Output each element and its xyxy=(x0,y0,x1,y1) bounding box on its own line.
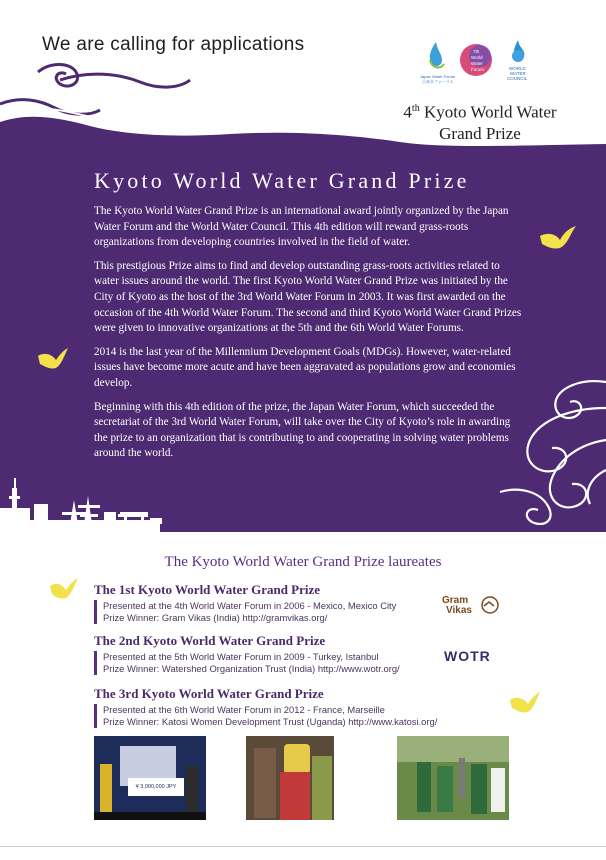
wotr-logo: WOTR xyxy=(444,648,491,664)
paragraph: Beginning with this 4th edition of the prize, the Japan Water Forum, which succeeded the secretariat of the 3rd World Water Forum, will take over the City of Kyoto’s role in awarding the prize to an organization that is contributing to and cooperating in solving water problems around the world. xyxy=(94,400,511,460)
jwf-logo-text-jp: 日本水フォーラム xyxy=(422,79,454,84)
svg-text:World: World xyxy=(471,55,483,60)
laureate-details: Presented at the 4th World Water Forum in 2006 - Mexico, Mexico City Prize Winner: Gram Vikas (India) http://gramvikas.org/ xyxy=(94,600,494,624)
paragraph: This prestigious Prize aims to find and develop outstanding grass-roots activities related to water issues around the world. The first Kyoto World Water Grand Prize was initiated by the City of Kyoto as the host of the 3rd World Water Forum in 2003. It was first awarded on the occasion of the 4th World Water Forum. The second and third Kyoto World Water Grand Prizes were given to innovative organizations at the 5th and the 6th World Water Forums. xyxy=(94,259,522,335)
svg-text:Forum: Forum xyxy=(471,67,485,72)
cheque: ¥ 3,000,000 JPY xyxy=(128,778,184,796)
laureate-heading: The 3rd Kyoto World Water Grand Prize xyxy=(94,686,324,701)
laureate-2 xyxy=(94,633,494,675)
world-water-council-logo xyxy=(512,40,524,62)
svg-text:7th: 7th xyxy=(473,49,480,54)
jwf-logo-text: Japan Water Forum xyxy=(420,74,456,79)
laureates-title: The Kyoto World Water Grand Prize laureates xyxy=(164,554,442,570)
laureate-heading: The 2nd Kyoto World Water Grand Prize xyxy=(94,633,326,648)
prize-edition-heading: 4th Kyoto World Water Grand Prize xyxy=(403,102,557,143)
calling-for-applications: We are calling for applications xyxy=(42,34,305,55)
japan-water-forum-logo xyxy=(430,42,444,67)
svg-text:WORLD: WORLD xyxy=(509,66,526,71)
bottom-rule xyxy=(0,846,606,847)
svg-text:Water: Water xyxy=(471,61,483,66)
community-water-photo xyxy=(246,736,334,820)
organizer-logos xyxy=(418,38,538,88)
gram-vikas-logo: Gram Vikas xyxy=(442,596,502,618)
laureate-3 xyxy=(94,686,494,728)
svg-text:COUNCIL: COUNCIL xyxy=(507,76,528,81)
paragraph: The Kyoto World Water Grand Prize is an international award jointly organized by the Japan Water Forum and the World Water Council. This 4th edition will reward grass-roots organizations from developing countries involved in the field of water. xyxy=(94,205,509,249)
paragraph: 2014 is the last year of the Millennium Development Goals (MDGs). However, water-related issues have become more acute and have been aggravated as populations grow and economies develop. xyxy=(94,345,516,389)
laureate-1 xyxy=(94,582,494,624)
water-pump-photo xyxy=(397,736,509,820)
svg-text:WATER: WATER xyxy=(510,71,526,76)
main-title: Kyoto World Water Grand Prize xyxy=(94,168,470,193)
intro-text xyxy=(94,204,524,470)
award-ceremony-photo xyxy=(94,736,206,820)
laureate-details: Presented at the 6th World Water Forum in 2012 - France, Marseille Prize Winner: Katosi Women Development Trust (Uganda) http://www.katosi.org/ xyxy=(94,704,494,728)
laureate-heading: The 1st Kyoto World Water Grand Prize xyxy=(94,582,321,597)
laureate-details: Presented at the 5th World Water Forum in 2009 - Turkey, Istanbul Prize Winner: Watershed Organization Trust (India) http://www.wotr.org/ xyxy=(94,651,494,675)
